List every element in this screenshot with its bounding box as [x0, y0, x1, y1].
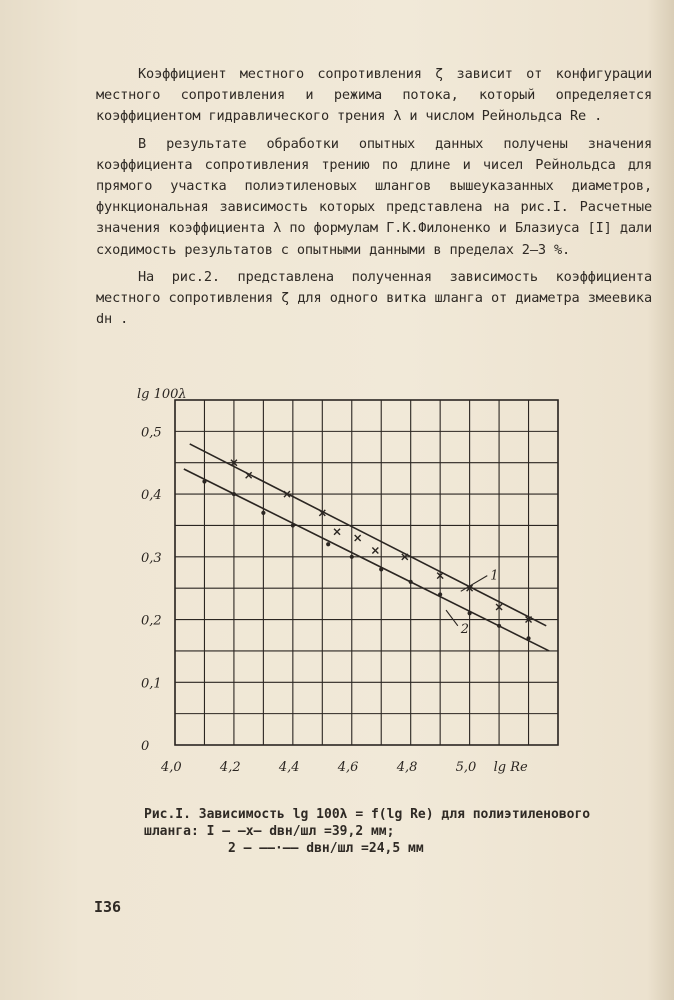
plot-frame [175, 400, 558, 745]
figure-caption [144, 806, 614, 857]
series-2-line [184, 469, 549, 651]
series-2-point [379, 567, 383, 571]
x-tick-label: 4,6 [337, 760, 359, 775]
curve-label-1: 1 [490, 568, 499, 584]
y-tick-label: 0,4 [141, 488, 162, 504]
series-2-point [350, 555, 354, 559]
x-tick-label: 4,4 [278, 760, 300, 775]
y-tick-label: 0,5 [141, 425, 162, 441]
series-2-point [202, 479, 206, 483]
paragraph-2: В результате обработки опытных данных получены значения коэффициента сопротивления трению по длине и чисел Рейнольдса для прямого участка полиэтиленовых шлангов вышеуказанных диаметров, функциональная зависимость которых представлена на рис.I. Расчетные значения коэффициента λ по формулам Г.К.Филоненко и Блазиуса [I] дали сходимость результатов с опытными данными в пределах 2–3 %. [96, 135, 652, 258]
series-2-point [438, 592, 442, 596]
y-axis-label: lg 100λ [137, 387, 187, 402]
series-2-point [409, 580, 413, 584]
series-1-point [372, 548, 378, 554]
page-number: I36 [94, 898, 122, 916]
figure-1-chart [120, 380, 580, 790]
series-2-point [261, 511, 265, 515]
label-2-leader [446, 610, 458, 626]
series-2-point [468, 611, 472, 615]
paragraph-3: На рис.2. представлена полученная зависимость коэффициента местного сопротивления ζ для одного витка шланга от диаметра змеевика dн . [96, 268, 652, 328]
caption-line-2: 2 – ——·—— dвн/шл =24,5 мм [228, 841, 424, 856]
series-1-line [190, 444, 546, 626]
series-2-point [232, 492, 236, 496]
chart-svg [120, 380, 580, 790]
series-1-point [355, 535, 361, 541]
x-tick-label: 5,0 [455, 760, 477, 775]
y-tick-label: 0 [141, 739, 150, 754]
series-2-point [526, 636, 530, 640]
x-tick-label: 4,0 [161, 760, 182, 775]
paragraph-1: Коэффициент местного сопротивления ζ зависит от конфигурации местного сопротивления и режима потока, который определяется коэффициентом гидравлического трения λ и числом Рейнольдса Re . [96, 66, 652, 125]
curve-label-2: 2 [460, 621, 470, 637]
body-text [96, 64, 652, 330]
y-tick-label: 0,3 [141, 550, 162, 566]
x-axis-label: lg Re [493, 760, 528, 775]
series-1-point [334, 529, 340, 535]
series-2-point [291, 523, 295, 527]
x-tick-label: 4,2 [219, 760, 241, 775]
y-tick-label: 0,2 [141, 613, 162, 629]
y-tick-label: 0,1 [141, 676, 162, 692]
series-2-point [497, 624, 501, 628]
x-tick-label: 4,8 [396, 760, 418, 775]
series-2-point [326, 542, 330, 546]
caption-line-1: Рис.I. Зависимость lg 100λ = f(lg Re) для полиэтиленового шланга: I – –x– dвн/шл =39,2 мм; [144, 807, 591, 839]
